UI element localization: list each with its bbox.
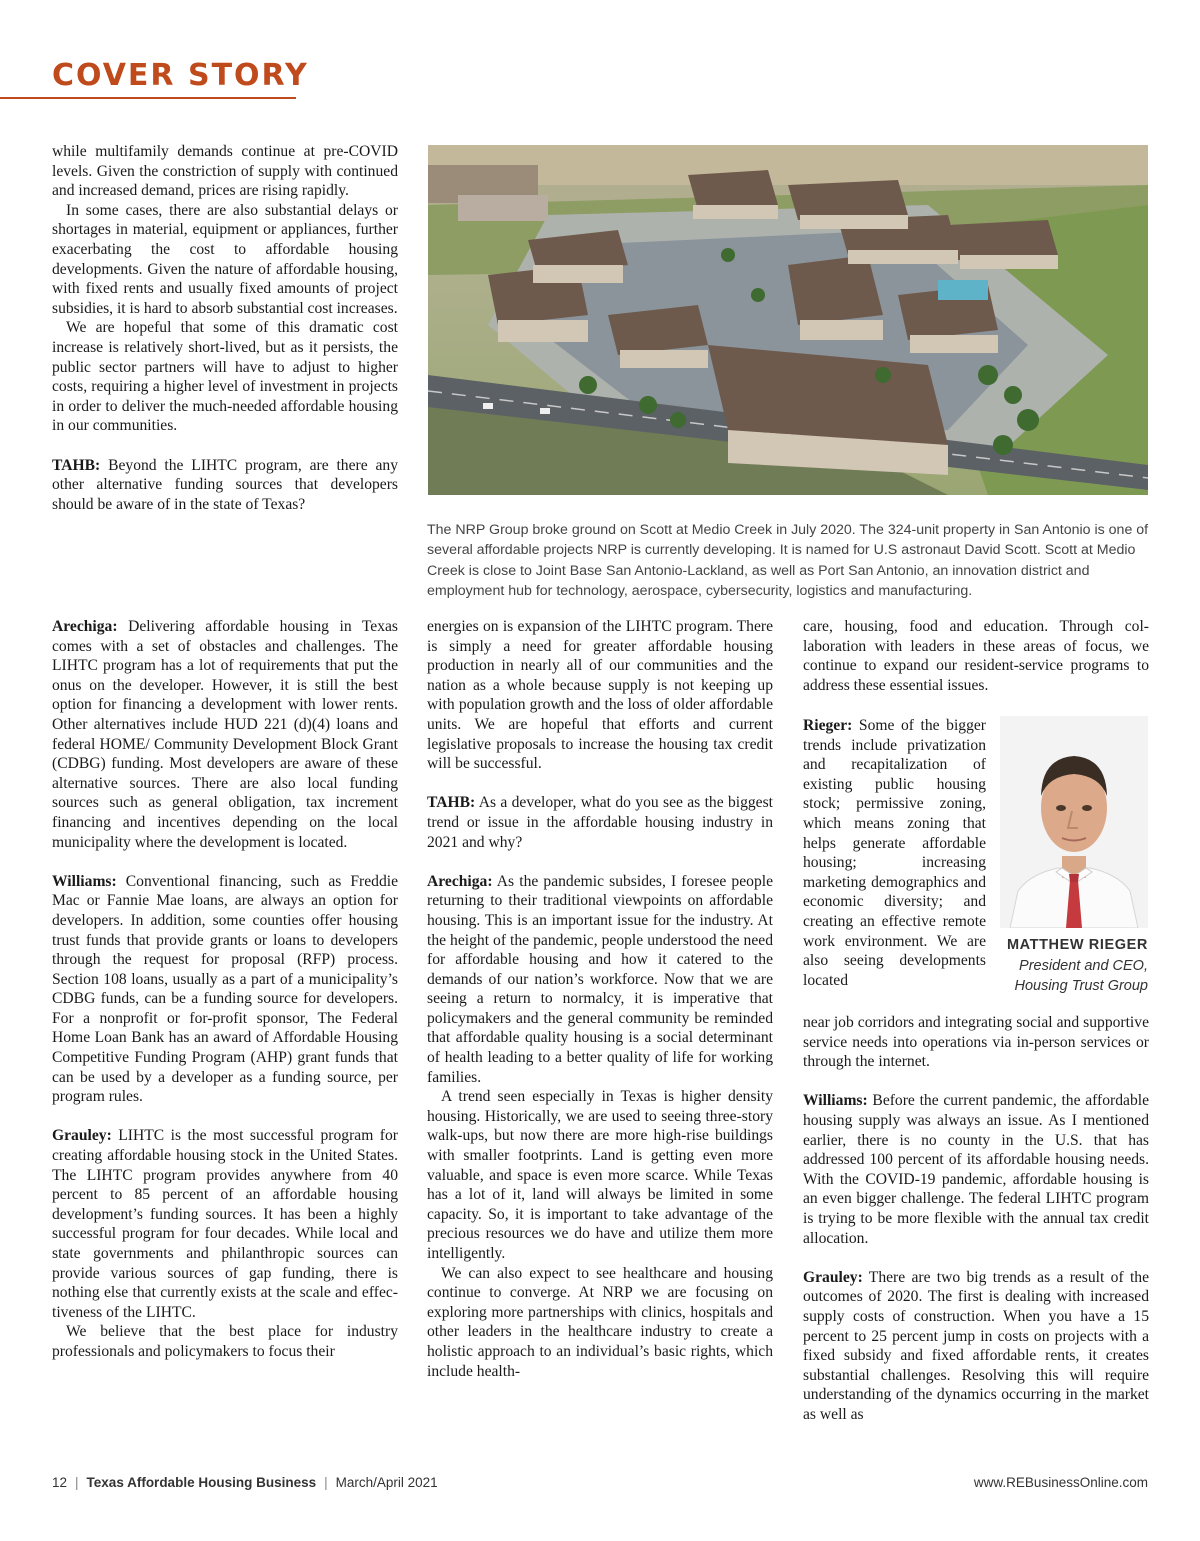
speaker-label: Grauley: bbox=[52, 1127, 112, 1145]
portrait-title-line-1: President and CEO, bbox=[1019, 958, 1148, 974]
answer-text: Delivering affordable housing in Texas comes with a set of obstacles and challenges. The LIHTC program has a lot of requirements that put the onus on the developer. However, it is still the best option for financing a development with lower rents. Other alternatives include HUD 221 (d)(4) loans and federal HOME/ Community Development Block Grant (CDBG) funding. Most developers are aware of these alternative sources. There are also local funding sources such as general obligation, tax increment financing and incentives depending on the local municipality where the development is located. bbox=[52, 618, 398, 851]
question-text: Beyond the LIHTC program, are there any other alternative funding sources that developers should be aware of in the state of Texas? bbox=[52, 456, 398, 513]
issue-date: March/April 2021 bbox=[335, 1475, 438, 1490]
aerial-rendering-photo bbox=[428, 145, 1148, 495]
footer-separator: | bbox=[324, 1475, 328, 1490]
answer-text: Conventional financing, such as Freddie Mac or Fannie Mae loans, are always an option for developers. In addition, some counties offer housing trust funds that provide grants or loans to developers through the request for proposal (RFP) process. Section 108 loans, usually as a part of a municipality’s CDBG funds, can be a funding source for developers. For a nonprofit or for-profit sponsor, The Federal Home Loan Bank has an award of Affordable Housing Competitive Funding Program (AHP) grant funds that can be used by a developer as a funding source, per program rules. bbox=[52, 872, 398, 1106]
paragraph: energies on is expansion of the LIHTC program. There is simply a need for greater affordable housing production in nearly all of our communities and the nation as a whole because supply is not keeping up with population growth and the loss of older affordable units. We are hopeful that efforts and current legislative proposals to increase the housing tax credit will be successful. bbox=[427, 618, 773, 773]
answer-paragraph bbox=[803, 1268, 1149, 1425]
portrait-title bbox=[990, 956, 1148, 996]
footer-info bbox=[52, 1475, 438, 1490]
article-column-1-top bbox=[52, 142, 398, 514]
answer-paragraph bbox=[803, 716, 986, 990]
portrait-title-line-2: Housing Trust Group bbox=[1014, 978, 1148, 994]
portrait-photo bbox=[1000, 716, 1148, 928]
answer-text: There are two big trends as a result of the outcomes of 2020. The first is dealing with increased supply costs of construction. When you have a 15 percent to 25 percent jump in costs on projects with a fixed subsidy and fixed affordable rents, it creates substantial challenges. Resolving this will require understanding of the dynamics occurring in the market as well as bbox=[803, 1268, 1149, 1423]
answer-text: Before the current pandemic, the affordable housing supply was always an issue. As I mentioned earlier, there is no county in the U.S. that has addressed 100 percent of its affordable housing needs. With the COVID-19 pandemic, affordable housing is an even bigger challenge. The federal LIHTC program is trying to be more flexible with the annual tax credit allocation. bbox=[803, 1092, 1149, 1247]
question-paragraph bbox=[427, 793, 773, 852]
paragraph: while multifamily demands continue at pre-COVID levels. Given the constriction of supply with continued and increased demand, prices are rising rapidly. bbox=[52, 143, 398, 200]
paragraph: We are hopeful that some of this dramatic cost increase is relatively short-lived, but as it persists, the public sector partners will have to adjust to higher costs, requiring a higher level of investment in projects in order to deliver the much-needed affordable housing in our communities. bbox=[52, 319, 398, 435]
article-column-3-bottom bbox=[803, 1013, 1149, 1424]
answer-paragraph bbox=[427, 872, 773, 1088]
photo-caption: The NRP Group broke ground on Scott at Medio Creek in July 2020. The 324-unit property in San Antonio is one of several affordable projects NRP is currently developing. It is named for U.S astronaut David Scott. Scott at Medio Creek is close to Joint Base San Antonio-Lackland, as well as Port San Antonio, an innovation district and employment hub for technology, aerospace, cybersecurity, logistics and manufacturing. bbox=[427, 522, 1149, 600]
speaker-label: Williams: bbox=[803, 1092, 868, 1110]
article-column-3-wrap bbox=[803, 716, 986, 990]
paragraph: In some cases, there are also substantial delays or shortages in material, equipment or appliances, further exacerbating the cost to affordable housing developments. Given the nature of affordable housing, with fixed rents and usually fixed amounts of project subsidies, it is hard to absorb substantial cost increases. bbox=[52, 201, 398, 317]
answer-paragraph bbox=[803, 1091, 1149, 1248]
question-paragraph bbox=[52, 456, 398, 515]
article-column-2 bbox=[427, 617, 773, 1381]
paragraph: We believe that the best place for industry professionals and policymakers to focus their bbox=[52, 1323, 398, 1360]
paragraph: A trend seen especially in Texas is higher density housing. Historically, we are used to seeing three-story walk-ups, but now there are more high-rise buildings with smaller footprints. Land is getting even more valuable, and space is even more scarce. While Texas has a lot of it, land will always be limited in some capacity. So, it is important to take advantage of the precious resources we do have and utilize them more intelligently. bbox=[427, 1088, 773, 1262]
paragraph: care, housing, food and education. Through collaboration with leaders in these areas of focus, we continue to expand our resident-service programs to address these essential issues. bbox=[803, 618, 1149, 694]
section-divider bbox=[0, 97, 296, 99]
portrait-illustration bbox=[1000, 716, 1148, 928]
article-column-1-bottom bbox=[52, 617, 398, 1362]
portrait-name: MATTHEW RIEGER bbox=[1006, 937, 1148, 953]
paragraph: near job corridors and integrating social and supportive service needs into operations via in-person services or through the internet. bbox=[803, 1014, 1149, 1071]
answer-paragraph bbox=[52, 872, 398, 1107]
speaker-label: Arechiga: bbox=[52, 618, 118, 635]
page-number: 12 bbox=[52, 1475, 68, 1490]
answer-text: LIHTC is the most successful program for creating affordable housing stock in the United States. The LIHTC program provides anywhere from 40 percent to 85 percent of an affordable housing development’s funding sources. It has been a highly successful program for four decades. While local and state governments and philanthropic sources can provide various sources of gap funding, there is nothing else that currently exists at the scale and effectiveness of the LIHTC. bbox=[52, 1127, 398, 1321]
answer-paragraph bbox=[52, 617, 398, 852]
paragraph: We can also expect to see healthcare and housing continue to converge. At NRP we are focusing on exploring more partnerships with clinics, hospitals and other leaders in the healthcare industry to create a holistic approach to an individual’s basic rights, which include health- bbox=[427, 1264, 773, 1380]
section-label: COVER STORY bbox=[52, 58, 309, 93]
answer-paragraph bbox=[52, 1126, 398, 1322]
speaker-label: TAHB: bbox=[52, 456, 101, 474]
answer-text: As the pandemic subsides, I foresee people returning to their traditional viewpoints on affordable housing. This is an important issue for the industry. At the height of the pandemic, people understood the need for affordable housing and how it catered to the demands of our nation’s workforce. Now that we are seeing a return to normalcy, it is imperative that policymakers and the general community be reminded that affordable quality housing is a social determinant of health leading to a better quality of life for working families. bbox=[427, 872, 773, 1086]
speaker-label: Grauley: bbox=[803, 1268, 863, 1286]
aerial-illustration bbox=[428, 145, 1148, 495]
article-column-3-top bbox=[803, 617, 1149, 695]
speaker-label: TAHB: bbox=[427, 794, 476, 812]
speaker-label: Williams: bbox=[52, 872, 117, 890]
speaker-label: Rieger: bbox=[803, 717, 853, 734]
footer-separator: | bbox=[75, 1475, 79, 1490]
speaker-label: Arechiga: bbox=[427, 872, 493, 890]
website-link[interactable]: www.REBusinessOnline.com bbox=[973, 1475, 1148, 1490]
publication-name: Texas Affordable Housing Business bbox=[86, 1475, 317, 1490]
question-text: As a developer, what do you see as the biggest trend or issue in the affordable housing industry in 2021 and why? bbox=[427, 794, 773, 851]
answer-text: Some of the bigger trends include privatization and recapitalization of existing public housing stock; permissive zoning, which means zoning that helps generate affordable housing; increasing marketing demographics and economic diversity; and creating an effective remote work environment. We are also seeing developments located bbox=[803, 717, 986, 989]
